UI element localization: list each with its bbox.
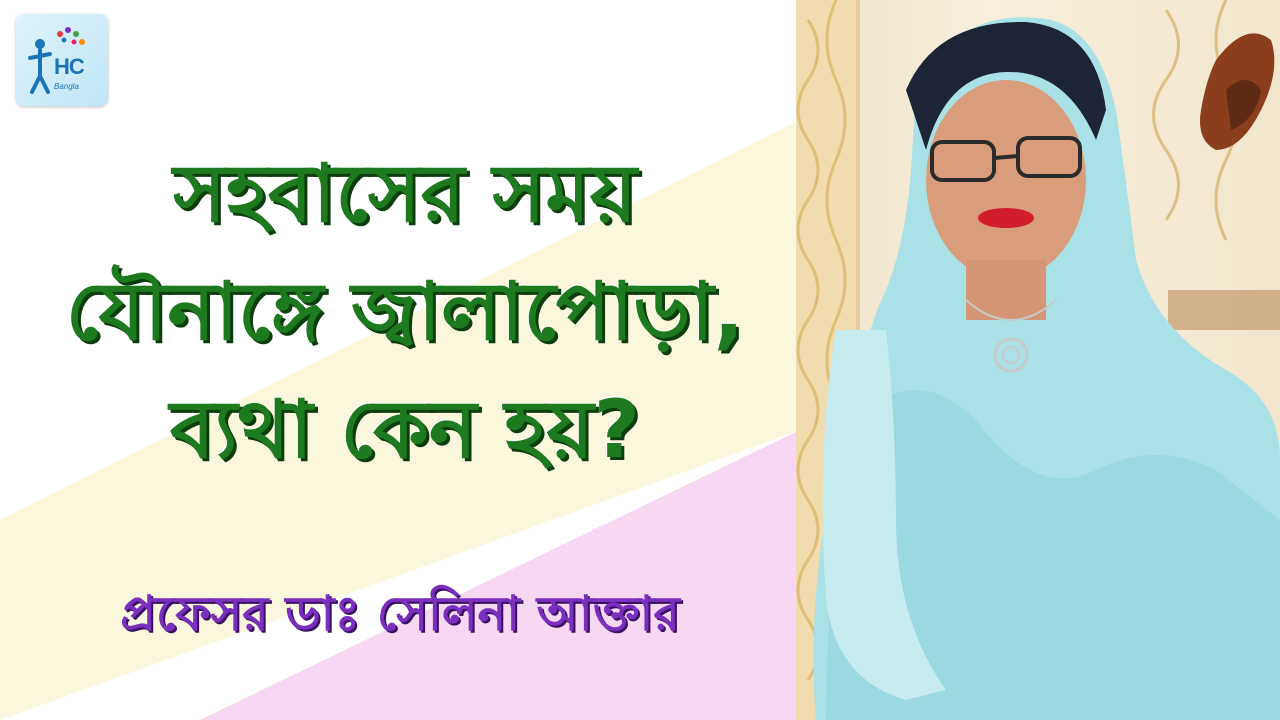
headline — [10, 135, 800, 489]
speaker-photo — [796, 0, 1280, 720]
logo-subtext: Bangla — [54, 82, 79, 91]
headline-line-2: যৌনাঙ্গে জ্বালাপোড়া, — [65, 265, 745, 358]
speaker-name: প্রফেসর ডাঃ সেলিনা আক্তার — [120, 586, 680, 642]
neck — [966, 260, 1046, 320]
lips — [978, 208, 1034, 228]
headline-line-3: ব্যথা কেন হয়? — [169, 383, 641, 476]
logo-text: HC — [54, 54, 84, 79]
speaker-portrait — [796, 0, 1280, 720]
channel-logo — [16, 14, 108, 106]
headline-line-1: সহবাসের সময় — [173, 147, 637, 240]
